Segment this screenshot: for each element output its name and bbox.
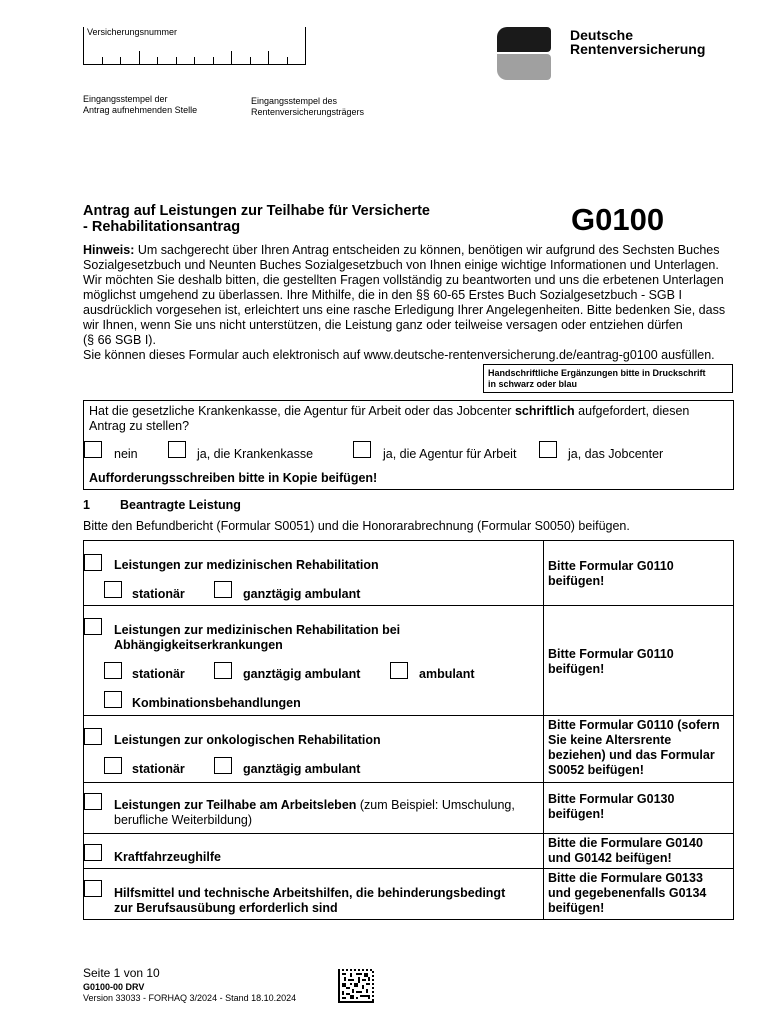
tick (213, 57, 214, 64)
checkbox-kombinationsbehandlungen[interactable] (104, 691, 122, 708)
row-hilfsmittel-title: Hilfsmittel und technische Arbeitshilfen, die behinderungsbedingt zur Berufsausübung erforderlich sind (114, 886, 506, 915)
tick (268, 51, 269, 64)
checkbox-med-reha-stationaer[interactable] (104, 581, 122, 598)
checkbox-hilfsmittel[interactable] (84, 880, 102, 897)
row-onkologie-note: Bitte Formular G0110 (sofern Sie keine Altersrente beziehen) und das Formular S0052 beifügen! (548, 718, 720, 777)
option-stationaer-label: stationär (132, 587, 185, 601)
logo-mark-top (497, 27, 551, 52)
logo-text-line1: Deutsche (570, 27, 634, 43)
row-arbeitsleben-note: Bitte Formular G0130 beifügen! (548, 792, 675, 821)
checkbox-agentur-fuer-arbeit[interactable] (353, 441, 371, 458)
form-code: G0100-00 DRV (83, 982, 145, 992)
form-number: G0100 (571, 202, 665, 237)
row-separator (84, 715, 733, 716)
row-arbeitsleben-title: Leistungen zur Teilhabe am Arbeitsleben (zum Beispiel: Umschulung, berufliche Weiterbildung) (114, 798, 515, 827)
aufforderung-question: Hat die gesetzliche Krankenkasse, die Agentur für Arbeit oder das Jobcenter schriftlich aufgefordert, diesen Antrag zu stellen? (89, 404, 690, 433)
tick (157, 57, 158, 64)
option-ambulant-label: ambulant (419, 667, 475, 681)
tick (250, 57, 251, 64)
checkbox-krankenkasse[interactable] (168, 441, 186, 458)
row-kraftfahrzeughilfe-note: Bitte die Formulare G0140 und G0142 beifügen! (548, 836, 703, 865)
version-line: Version 33033 - FORHAQ 3/2024 - Stand 18.10.2024 (83, 993, 297, 1003)
versicherungsnummer-label: Versicherungsnummer (87, 27, 178, 37)
checkbox-kraftfahrzeughilfe[interactable] (84, 844, 102, 861)
tick (120, 57, 121, 64)
row-separator (84, 868, 733, 869)
option-ganztaegig-label: ganztägig ambulant (243, 667, 361, 681)
row-hilfsmittel-note: Bitte die Formulare G0133 und gegebenenfalls G0134 beifügen! (548, 871, 707, 915)
option-stationaer-label: stationär (132, 667, 185, 681)
checkbox-abhaengigkeit-ambulant[interactable] (390, 662, 408, 679)
tick (102, 57, 103, 64)
logo-mark-bottom (497, 54, 551, 80)
checkbox-abhaengigkeit[interactable] (84, 618, 102, 635)
row-abhaengigkeit-note: Bitte Formular G0110 beifügen! (548, 647, 674, 676)
option-stationaer-label: stationär (132, 762, 185, 776)
checkbox-nein[interactable] (84, 441, 102, 458)
stempel-rentenversicherungstraeger: Eingangsstempel des Rentenversicherungsträgers (251, 96, 365, 117)
leistungen-table (83, 540, 734, 920)
option-jobcenter-label: ja, das Jobcenter (568, 447, 664, 461)
row-onkologie-title: Leistungen zur onkologischen Rehabilitation (114, 733, 381, 747)
hinweis-label: Hinweis: (83, 243, 135, 257)
option-krankenkasse-label: ja, die Krankenkasse (197, 447, 314, 461)
tick (194, 57, 195, 64)
row-separator (84, 782, 733, 783)
row-kraftfahrzeughilfe-title: Kraftfahrzeughilfe (114, 850, 221, 864)
checkbox-onkologie-ganztaegig[interactable] (214, 757, 232, 774)
drv-logo (496, 27, 710, 83)
page-number: Seite 1 von 10 (83, 966, 160, 980)
option-ganztaegig-label: ganztägig ambulant (243, 762, 361, 776)
section-number: 1 (83, 498, 90, 512)
checkbox-onkologie[interactable] (84, 728, 102, 745)
logo-text-line2: Rentenversicherung (570, 41, 706, 57)
checkbox-med-reha[interactable] (84, 554, 102, 571)
section-title: Beantragte Leistung (120, 498, 241, 512)
option-agentur-label: ja, die Agentur für Arbeit (383, 447, 517, 461)
handschrift-note: Handschriftliche Ergänzungen bitte in Druckschrift in schwarz oder blau (483, 364, 733, 393)
hinweis-paragraph: Hinweis: Um sachgerecht über Ihren Antrag entscheiden zu können, benötigen wir aufgrund des Sechsten Buches Sozialgesetzbuch und Neunten Buches Sozialgesetzbuch von Ihnen einige wichtige Informationen und Unterlagen. Wir möchten Sie deshalb bitten, die gestellten Fragen vollständig zu beantworten und uns die erbetenen Unterlagen möglichst umgehend zu überlassen. Ihre Mithilfe, die in den §§ 60-65 Erstes Buch Sozialgesetzbuch - SGB I ausdrücklich vorgesehen ist, erleichtert uns eine rasche Erledigung Ihrer Angelegenheiten. Bitte bedenken Sie, dass wir Ihnen, wenn Sie uns nicht unterstützen, die Leistung ganz oder teilweise versagen oder entziehen dürfen (§ 66 SGB I). Sie können dieses Formular auch elektronisch auf www.deutsche-rentenversicherung.de/eantrag-g0100 ausfüllen. (83, 243, 726, 362)
row-abhaengigkeit-title: Leistungen zur medizinischen Rehabilitation bei Abhängigkeitserkrankungen (114, 623, 401, 652)
stempel-annehmende-stelle: Eingangsstempel der Antrag aufnehmenden Stelle (83, 94, 198, 115)
form-title: Antrag auf Leistungen zur Teilhabe für Versicherte - Rehabilitationsantrag (83, 203, 430, 235)
option-ganztaegig-label: ganztägig ambulant (243, 587, 361, 601)
row-separator (84, 833, 733, 834)
checkbox-med-reha-ambulant[interactable] (214, 581, 232, 598)
checkbox-arbeitsleben[interactable] (84, 793, 102, 810)
row-med-reha-note: Bitte Formular G0110 beifügen! (548, 559, 674, 588)
checkbox-abhaengigkeit-ganztaegig[interactable] (214, 662, 232, 679)
checkbox-onkologie-stationaer[interactable] (104, 757, 122, 774)
checkbox-abhaengigkeit-stationaer[interactable] (104, 662, 122, 679)
option-kombination-label: Kombinationsbehandlungen (132, 696, 301, 710)
aufforderung-box (83, 400, 734, 490)
tick (139, 51, 140, 64)
row-separator (84, 605, 733, 606)
option-nein-label: nein (114, 447, 138, 461)
barcode-image (338, 969, 374, 1003)
row-med-reha-title: Leistungen zur medizinischen Rehabilitation (114, 558, 379, 572)
tick (176, 57, 177, 64)
checkbox-jobcenter[interactable] (539, 441, 557, 458)
tick (231, 51, 232, 64)
column-divider (543, 541, 544, 919)
tick (287, 57, 288, 64)
aufforderung-footer: Aufforderungsschreiben bitte in Kopie beifügen! (89, 471, 378, 485)
section-intro: Bitte den Befundbericht (Formular S0051) und die Honorarabrechnung (Formular S0050) beifügen. (83, 519, 630, 533)
versicherungsnummer-field[interactable] (83, 27, 306, 65)
